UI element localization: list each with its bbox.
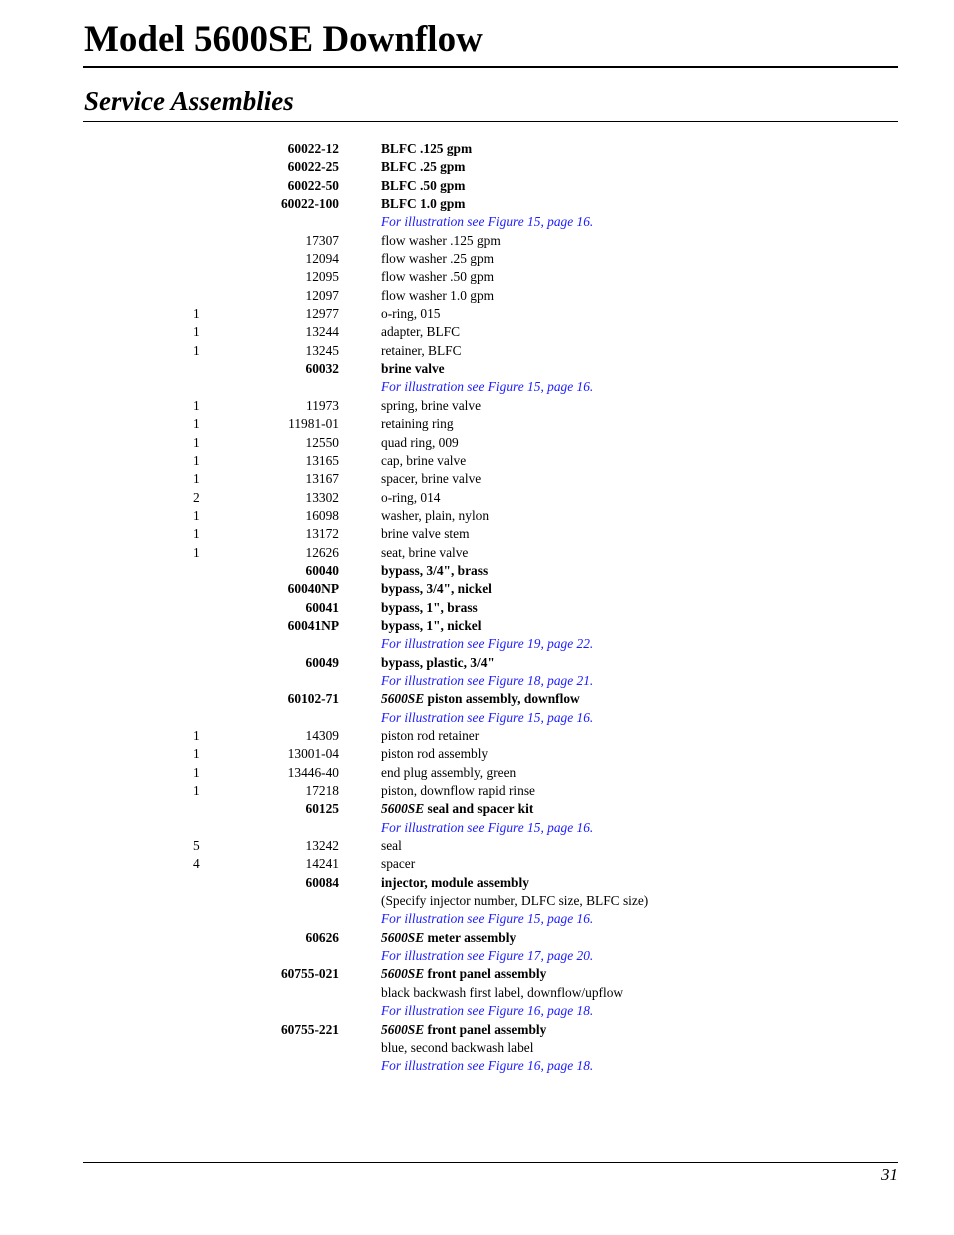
part-description: black backwash first label, downflow/upflow — [381, 984, 624, 1000]
part-number: 14241 — [305, 856, 339, 872]
section-title: Service Assemblies — [84, 86, 294, 116]
part-number: 12977 — [305, 306, 339, 322]
page-number: 31 — [881, 1165, 898, 1184]
part-row — [0, 745, 954, 763]
illustration-reference[interactable]: For illustration see Figure 15, page 16. — [381, 214, 594, 230]
part-row — [0, 250, 954, 268]
illustration-reference[interactable]: For illustration see Figure 15, page 16. — [381, 379, 594, 395]
illustration-reference[interactable]: For illustration see Figure 15, page 16. — [381, 911, 594, 927]
part-description: seal — [381, 838, 402, 854]
part-number: 60022-100 — [280, 196, 339, 212]
part-description: flow washer 1.0 gpm — [381, 287, 495, 303]
part-number: 13167 — [305, 471, 339, 487]
model-name: 5600SE — [381, 929, 425, 945]
part-description: spacer — [381, 856, 416, 872]
part-number: 60626 — [305, 929, 339, 945]
part-number: 60041NP — [287, 617, 339, 633]
illustration-reference-row — [0, 819, 954, 837]
part-row — [0, 434, 954, 452]
part-row — [0, 525, 954, 543]
footer-rule — [83, 1162, 898, 1163]
parts-list — [0, 140, 954, 1076]
part-description: piston rod retainer — [381, 728, 480, 743]
quantity: 1 — [193, 397, 200, 413]
part-number: 60022-25 — [287, 159, 339, 175]
quantity: 1 — [193, 746, 200, 762]
part-row — [0, 580, 954, 598]
part-description: spring, brine valve — [381, 397, 482, 413]
part-row — [0, 727, 954, 745]
part-row — [0, 507, 954, 525]
illustration-reference[interactable]: For illustration see Figure 16, page 18. — [381, 1058, 594, 1074]
illustration-reference[interactable]: For illustration see Figure 16, page 18. — [381, 1003, 594, 1019]
illustration-reference-row — [0, 672, 954, 690]
part-row — [0, 654, 954, 672]
part-row — [0, 323, 954, 341]
part-description: quad ring, 009 — [381, 434, 459, 450]
quantity: 1 — [193, 526, 200, 542]
quantity: 1 — [193, 324, 200, 340]
part-number: 12094 — [305, 251, 339, 267]
part-description: BLFC 1.0 gpm — [381, 196, 466, 212]
part-row — [0, 800, 954, 818]
part-row — [0, 470, 954, 488]
page-title: Model 5600SE Downflow — [84, 19, 483, 60]
quantity: 1 — [193, 471, 200, 487]
part-number: 60022-50 — [287, 177, 339, 193]
part-description: retainer, BLFC — [381, 342, 462, 358]
part-description: bypass, 3/4", nickel — [381, 581, 492, 597]
part-description: o-ring, 014 — [381, 489, 441, 505]
part-description — [381, 1021, 546, 1039]
part-description: spacer, brine valve — [381, 471, 482, 487]
part-description: bypass, 1", brass — [381, 599, 478, 615]
quantity: 5 — [193, 838, 200, 854]
part-number: 14309 — [305, 728, 339, 743]
description-text: piston assembly, downflow — [424, 691, 580, 707]
part-number: 17218 — [305, 783, 339, 799]
quantity: 4 — [193, 856, 200, 872]
part-row — [0, 397, 954, 415]
illustration-reference-row — [0, 378, 954, 396]
part-row — [0, 544, 954, 562]
illustration-reference-row — [0, 213, 954, 231]
part-description: flow washer .50 gpm — [381, 269, 495, 285]
part-description: brine valve — [381, 361, 445, 377]
part-number: 60040 — [305, 562, 339, 578]
illustration-reference-row — [0, 1002, 954, 1020]
part-number: 13242 — [305, 838, 339, 854]
part-row — [0, 1039, 954, 1057]
illustration-reference-row — [0, 1057, 954, 1075]
part-number: 12550 — [305, 434, 339, 450]
part-number: 60102-71 — [287, 691, 339, 707]
part-number: 12626 — [305, 544, 339, 560]
model-name: 5600SE — [381, 1021, 425, 1037]
part-description: flow washer .25 gpm — [381, 251, 495, 267]
part-number: 13165 — [305, 452, 339, 468]
part-description: adapter, BLFC — [381, 324, 461, 340]
part-row — [0, 452, 954, 470]
part-description: BLFC .50 gpm — [381, 177, 466, 193]
part-number: 12097 — [305, 287, 339, 303]
part-row — [0, 360, 954, 378]
quantity: 2 — [193, 489, 200, 505]
part-row — [0, 782, 954, 800]
part-row — [0, 342, 954, 360]
part-description: end plug assembly, green — [381, 764, 517, 780]
part-row — [0, 232, 954, 250]
part-row — [0, 965, 954, 983]
part-description: retaining ring — [381, 416, 454, 432]
quantity: 1 — [193, 342, 200, 358]
illustration-reference-row — [0, 910, 954, 928]
part-number: 60755-221 — [280, 1021, 339, 1037]
part-description: seat, brine valve — [381, 544, 469, 560]
part-number: 13245 — [305, 342, 339, 358]
part-row — [0, 415, 954, 433]
part-row — [0, 195, 954, 213]
description-text: seal and spacer kit — [424, 801, 534, 817]
illustration-reference-row — [0, 709, 954, 727]
description-text: front panel assembly — [424, 1021, 547, 1037]
illustration-reference-row — [0, 947, 954, 965]
part-row — [0, 855, 954, 873]
part-number: 60022-12 — [287, 141, 339, 156]
part-row — [0, 892, 954, 910]
part-number: 13302 — [305, 489, 339, 505]
part-row — [0, 140, 954, 158]
part-row — [0, 837, 954, 855]
illustration-reference[interactable]: For illustration see Figure 15, page 16. — [381, 819, 594, 835]
part-number: 60084 — [305, 874, 339, 890]
part-row — [0, 599, 954, 617]
part-description: bypass, 1", nickel — [381, 617, 482, 633]
part-number: 17307 — [305, 232, 339, 248]
illustration-reference[interactable]: For illustration see Figure 17, page 20. — [381, 948, 594, 964]
quantity: 1 — [193, 544, 200, 560]
quantity: 1 — [193, 728, 200, 743]
part-row — [0, 1021, 954, 1039]
part-number: 16098 — [305, 507, 339, 523]
part-description: washer, plain, nylon — [381, 507, 490, 523]
part-description: piston, downflow rapid rinse — [381, 783, 535, 799]
description-text: meter assembly — [424, 929, 517, 945]
part-row — [0, 287, 954, 305]
part-number: 60755-021 — [280, 966, 339, 982]
quantity: 1 — [193, 416, 200, 432]
quantity: 1 — [193, 507, 200, 523]
part-number: 13446-40 — [287, 764, 339, 780]
part-description: BLFC .25 gpm — [381, 159, 466, 175]
quantity: 1 — [193, 306, 200, 322]
part-description: brine valve stem — [381, 526, 470, 542]
model-name: 5600SE — [381, 801, 425, 817]
part-row — [0, 305, 954, 323]
part-row — [0, 617, 954, 635]
part-row — [0, 158, 954, 176]
part-description — [381, 690, 580, 708]
part-number: 60125 — [305, 801, 339, 817]
part-description: (Specify injector number, DLFC size, BLFC size) — [381, 893, 649, 909]
model-name: 5600SE — [381, 691, 425, 707]
part-row — [0, 489, 954, 507]
section-rule — [83, 121, 898, 122]
title-rule — [83, 66, 898, 68]
illustration-reference[interactable]: For illustration see Figure 19, page 22. — [381, 636, 594, 652]
model-name: 5600SE — [381, 966, 425, 982]
part-description: bypass, plastic, 3/4" — [381, 654, 495, 670]
quantity: 1 — [193, 783, 200, 799]
part-description — [381, 965, 546, 983]
part-number: 11973 — [306, 397, 339, 413]
part-number: 60040NP — [287, 581, 339, 597]
part-number: 13001-04 — [287, 746, 339, 762]
part-number: 11981-01 — [288, 416, 339, 432]
part-description: cap, brine valve — [381, 452, 467, 468]
part-number: 60041 — [305, 599, 339, 615]
part-row — [0, 764, 954, 782]
part-description: BLFC .125 gpm — [381, 141, 473, 156]
part-description: blue, second backwash label — [381, 1039, 534, 1055]
part-description: flow washer .125 gpm — [381, 232, 501, 248]
description-text: front panel assembly — [424, 966, 547, 982]
part-description: bypass, 3/4", brass — [381, 562, 489, 578]
part-number: 12095 — [305, 269, 339, 285]
part-description — [381, 800, 533, 818]
part-description: piston rod assembly — [381, 746, 489, 762]
part-number: 13244 — [305, 324, 339, 340]
part-description: o-ring, 015 — [381, 306, 441, 322]
part-number: 60049 — [305, 654, 339, 670]
illustration-reference[interactable]: For illustration see Figure 15, page 16. — [381, 709, 594, 725]
illustration-reference-row — [0, 635, 954, 653]
part-row — [0, 874, 954, 892]
quantity: 1 — [193, 452, 200, 468]
part-row — [0, 929, 954, 947]
quantity: 1 — [193, 764, 200, 780]
part-description: injector, module assembly — [381, 874, 529, 890]
part-description — [381, 929, 516, 947]
part-row — [0, 268, 954, 286]
part-number: 13172 — [305, 526, 339, 542]
illustration-reference[interactable]: For illustration see Figure 18, page 21. — [381, 672, 594, 688]
part-row — [0, 984, 954, 1002]
part-number: 60032 — [305, 361, 339, 377]
part-row — [0, 177, 954, 195]
part-row — [0, 562, 954, 580]
quantity: 1 — [193, 434, 200, 450]
part-row — [0, 690, 954, 708]
